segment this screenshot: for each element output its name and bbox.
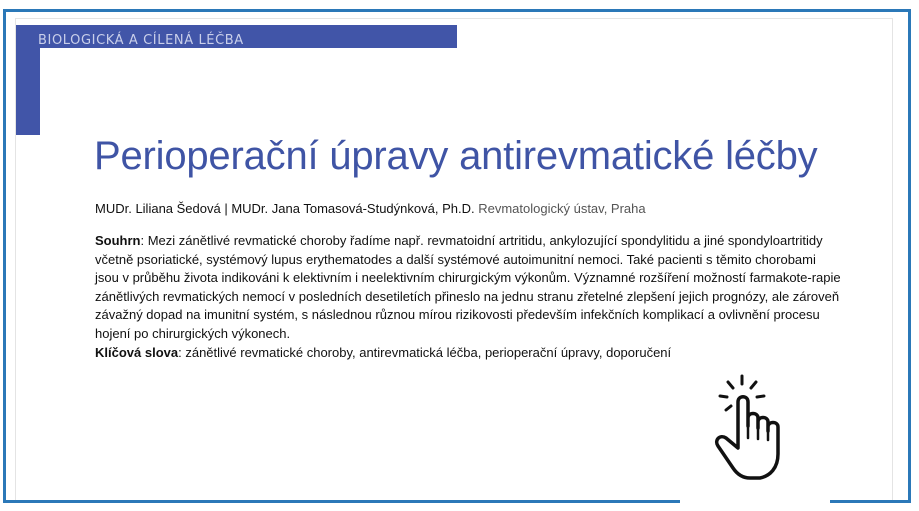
pointing-hand-icon[interactable] [710,372,796,488]
keywords-label: Klíčová slova [95,344,179,360]
frame-gap [680,499,830,503]
abstract-label: Souhrn [95,233,141,248]
author-affiliation: Revmatologický ústav, Praha [478,201,646,216]
author-names: MUDr. Liliana Šedová | MUDr. Jana Tomasová-Studýnková, Ph.D. [95,201,475,216]
section-band-side [16,25,40,135]
abstract [95,232,843,362]
pointing-hand-graphic [710,372,796,488]
author-line [95,201,646,216]
keywords-text: : zánětlivé revmatické choroby, antirevmatická léčba, perioperační úpravy, doporučení [178,344,672,360]
article-title: Perioperační úpravy antirevmatické léčby [94,134,818,178]
abstract-text: : Mezi zánětlivé revmatické choroby řadíme např. revmatoidní artritidu, ankylozující spondylitidu a jiné spondyloartritidy včetně psoriatické, systémový lupus erythematodes a další systémové autoimunitní nemoci. Také pacienti s těmito chorobami jsou v průběhu života indikováni k elektivním i neelektivním chirurgickým výkonům. Významné rozšíření možností farmakote-rapie zánětlivých revmatických nemocí v posledních desetiletích přineslo na jednu stranu zřetelné zlepšení jejich prognózy, ale zároveň závažný dopad na imunitní systém, s následnou různou mírou rizikovosti především infekčních komplikací a ovlivnění procesu hojení po chirurgických výkonech. [95,233,841,341]
section-label: BIOLOGICKÁ A CÍLENÁ LÉČBA [38,33,244,48]
